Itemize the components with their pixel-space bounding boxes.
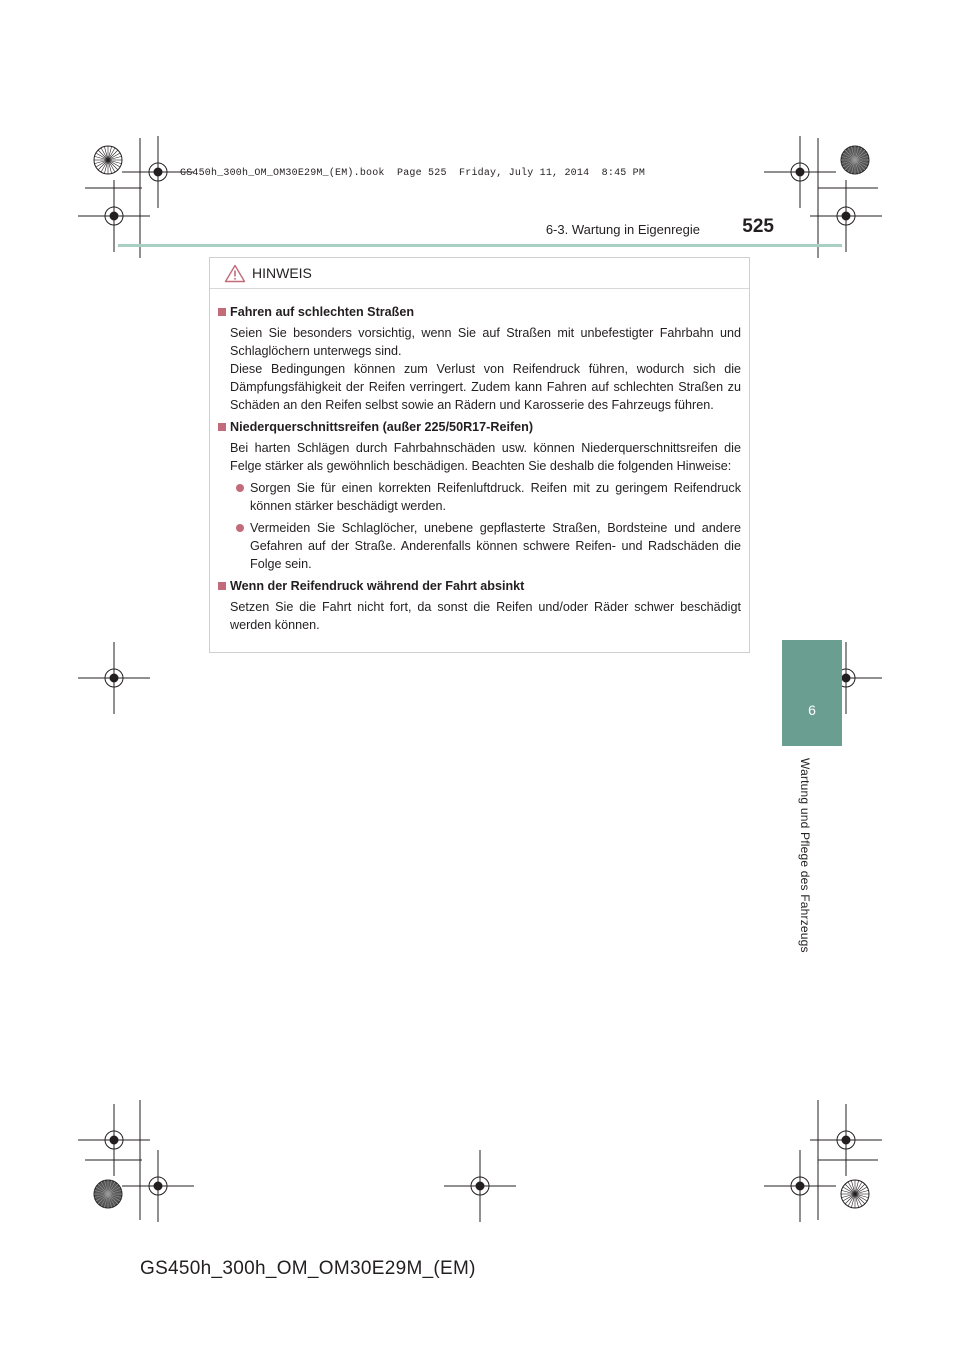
section-heading: Wenn der Reifendruck während der Fahrt absinkt xyxy=(218,577,741,595)
rosette-mark xyxy=(94,1180,122,1208)
circle-bullet-icon xyxy=(236,484,244,492)
crosshair-mark xyxy=(78,1104,150,1176)
square-bullet-icon xyxy=(218,582,226,590)
notice-box xyxy=(209,257,750,653)
rosette-mark xyxy=(841,1180,869,1208)
section-title: 6-3. Wartung in Eigenregie xyxy=(545,222,700,237)
crosshair-mark xyxy=(810,180,882,252)
paragraph: Bei harten Schlägen durch Fahrbahnschäden usw. können Niederquerschnittsreifen die Felge stärker als gewöhnlich beschädigen. Beachten Sie deshalb die folgenden Hinweise: xyxy=(230,441,741,473)
chapter-number: 6 xyxy=(808,702,816,718)
crosshair-mark xyxy=(78,642,150,714)
paragraph: Setzen Sie die Fahrt nicht fort, da sonst die Reifen und/oder Räder schwer beschädigt werden können. xyxy=(230,600,741,632)
notice-header xyxy=(210,258,749,289)
crosshair-mark xyxy=(78,180,150,252)
square-bullet-icon xyxy=(218,308,226,316)
paragraph: Seien Sie besonders vorsichtig, wenn Sie auf Straßen mit unbefestigter Fahrbahn und Schlaglöchern unterwegs sind. Diese Bedingungen können zum Verlust von Reifendruck führen, wodurch sich die Dämpfungsfähigkeit der Reifen verringert. Zudem kann Fahren auf schlechten Straßen zu Schäden an den Reifen selbst sowie an Rädern und Karosserie des Fahrzeugs führen. xyxy=(230,326,741,412)
rosette-mark xyxy=(94,146,122,174)
warning-triangle-icon xyxy=(224,264,246,283)
chapter-tab xyxy=(782,640,842,746)
crosshair-mark xyxy=(764,1150,836,1222)
square-bullet-icon xyxy=(218,423,226,431)
notice-title: HINWEIS xyxy=(252,265,312,281)
rosette-mark xyxy=(841,146,869,174)
section-heading: Niederquerschnittsreifen (außer 225/50R17-Reifen) xyxy=(218,418,741,436)
footer-model-code: GS450h_300h_OM_OM30E29M_(EM) xyxy=(140,1258,476,1279)
crosshair-mark xyxy=(764,136,836,208)
crosshair-mark xyxy=(444,1150,516,1222)
crosshair-mark xyxy=(122,1150,194,1222)
chapter-title-vertical: Wartung und Pflege des Fahrzeugs xyxy=(798,758,812,953)
circle-bullet-icon xyxy=(236,524,244,532)
list-item: Sorgen Sie für einen korrekten Reifenluftdruck. Reifen mit zu geringem Reifendruck können stärker beschädigt werden. xyxy=(218,479,741,515)
notice-body xyxy=(210,289,749,634)
crosshair-mark xyxy=(810,1104,882,1176)
book-info-line: GS450h_300h_OM_OM30E29M_(EM).book Page 525 Friday, July 11, 2014 8:45 PM xyxy=(180,168,646,179)
header-rule xyxy=(118,244,842,247)
list-item: Vermeiden Sie Schlaglöcher, unebene gepflasterte Straßen, Bordsteine und andere Gefahren auf der Straße. Anderenfalls können schwere Reifen- und Radschäden die Folge sein. xyxy=(218,519,741,573)
section-heading: Fahren auf schlechten Straßen xyxy=(218,303,741,321)
page-number: 525 xyxy=(742,216,774,237)
